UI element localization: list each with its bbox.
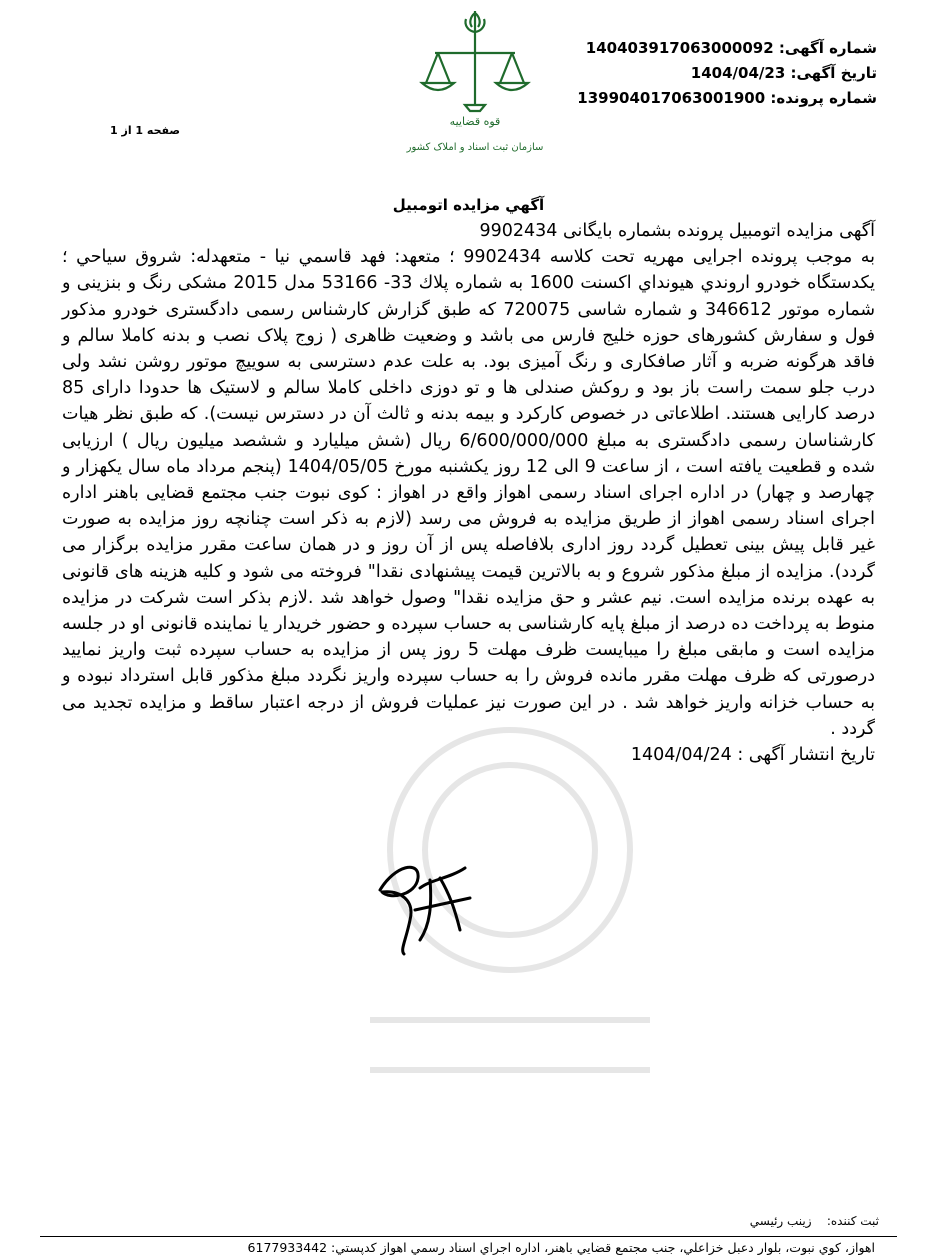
org-line-1: قوه قضاییه: [449, 115, 501, 128]
notice-body: [62, 218, 875, 768]
org-line-2: سازمان ثبت اسناد و املاک کشور: [406, 142, 544, 153]
footer-address: اهواز، كوي نبوت، بلوار دعبل خزاعلي، جنب مجتمع قضايي باهنر، اداره اجراي اسناد رسمي اهواز كدپستي: 6177933442: [247, 1240, 875, 1255]
ad-meta: [517, 36, 877, 111]
notice-title: آگهي مزايده اتومبيل: [392, 196, 545, 214]
handwritten-signature-icon: [360, 850, 490, 960]
case-number-row: [517, 86, 877, 111]
ad-date-row: [517, 61, 877, 86]
registrar-label: ثبت كننده:: [826, 1214, 879, 1228]
publish-date-line: تاریخ انتشار آگهی : 1404/04/24: [630, 745, 875, 766]
registrar: [750, 1214, 879, 1228]
ad-number-row: [517, 36, 877, 61]
registrar-name: زينب رئيسي: [749, 1214, 812, 1228]
body-line-1: آگهی مزایده اتومبیل پرونده بشماره بایگانی 9902434: [479, 221, 875, 241]
case-number-label: شماره پرونده:: [770, 89, 877, 107]
ad-number-label: شماره آگهی:: [778, 39, 877, 57]
ad-date-label: تاریخ آگهی:: [790, 64, 877, 82]
footer-divider: [40, 1236, 897, 1237]
page-indicator: صفحه 1 از 1: [110, 124, 181, 137]
ad-date: 1404/04/23: [690, 64, 786, 82]
ad-number: 140403917063000092: [585, 39, 774, 57]
case-number: 139904017063001900: [577, 89, 766, 107]
body-paragraph: به موجب پرونده اجرایی مهریه تحت کلاسه 9902434 ؛ متعهد: فهد قاسمي نيا - متعهدله: شروق سياحي ؛ یکدستگاه خودرو اروندي هيونداي اكسنت 1600 به شماره پلاك 33- 53166 مدل 2015 مشکی رنگ و بنزینی و شماره موتور 346612 و شماره شاسی 720075 که طبق گزارش کارشناس رسمی دادگستری خودرو مذکور فول و سفارش کشورهای حوزه خلیج فارس می باشد و وضعیت ظاهری ( زوج پلاک نصب و بدنه کاملا سالم و فاقد هرگونه ضربه و آثار صافکاری و رنگ آمیزی بود. به علت عدم دسترسی به سوییچ موتور روشن نشد ولی درب جلو سمت راست باز بود و روکش صندلی ها و تو دوزی داخلی کاملا سالم و لاستیک ها حدودا دارای 85 درصد کارایی هستند. اطلاعاتی در خصوص کارکرد و بیمه بدنه و ثالث آن در دسترس نیست). که طبق نظر هیات کارشناسان رسمی دادگستری به مبلغ 6/600/000/000 ریال (شش میلیارد و ششصد میلیون ریال ) ارزیابی شده و قطعیت یافته است ، از ساعت 9 الی 12 روز یکشنبه مورخ 1404/05/05 (پنجم مرداد ماه سال یکهزار و چهارصد و چهار) در اداره اجرای اسناد رسمی اهواز واقع در اهواز : کوی نبوت جنب مجتمع قضایی باهنر اداره اجرای اسناد رسمی اهواز از طریق مزایده به فروش می رسد (لازم به ذکر است چنانچه روز مزایده به صورت غیر قابل پیش بینی تعطیل گردد روز اداری بلافاصله پس از آن روز و در همان ساعت مقرر مزایده برگزار می گردد). مزایده از مبلغ مذکور شروع و به بالاترین قیمت پیشنهادی نقدا" فروخته می شود و کلیه هزینه های قانونی به عهده برنده مزایده است. نیم عشر و حق مزایده نقدا" وصول خواهد شد .لازم بذکر است شرکت در مزایده منوط به پرداخت ده درصد از مبلغ پایه کارشناسی به حساب سپرده و حضور خریدار یا نماینده قانونی او در جلسه مزایده است و مابقی مبلغ را میبایست ظرف مهلت 5 روز پس از مزایده به حساب سپرده ثبت واریز نمایید درصورتی که ظرف مهلت مقرر مانده فروش را به حساب سپرده واریز نگردد مبلغ مذکور قابل استرداد نبوده و به حساب خزانه واریز خواهد شد . در این صورت نیز عملیات فروش از درجه اعتبار ساقط و مزایده تجدید می گردد .: [62, 247, 876, 739]
